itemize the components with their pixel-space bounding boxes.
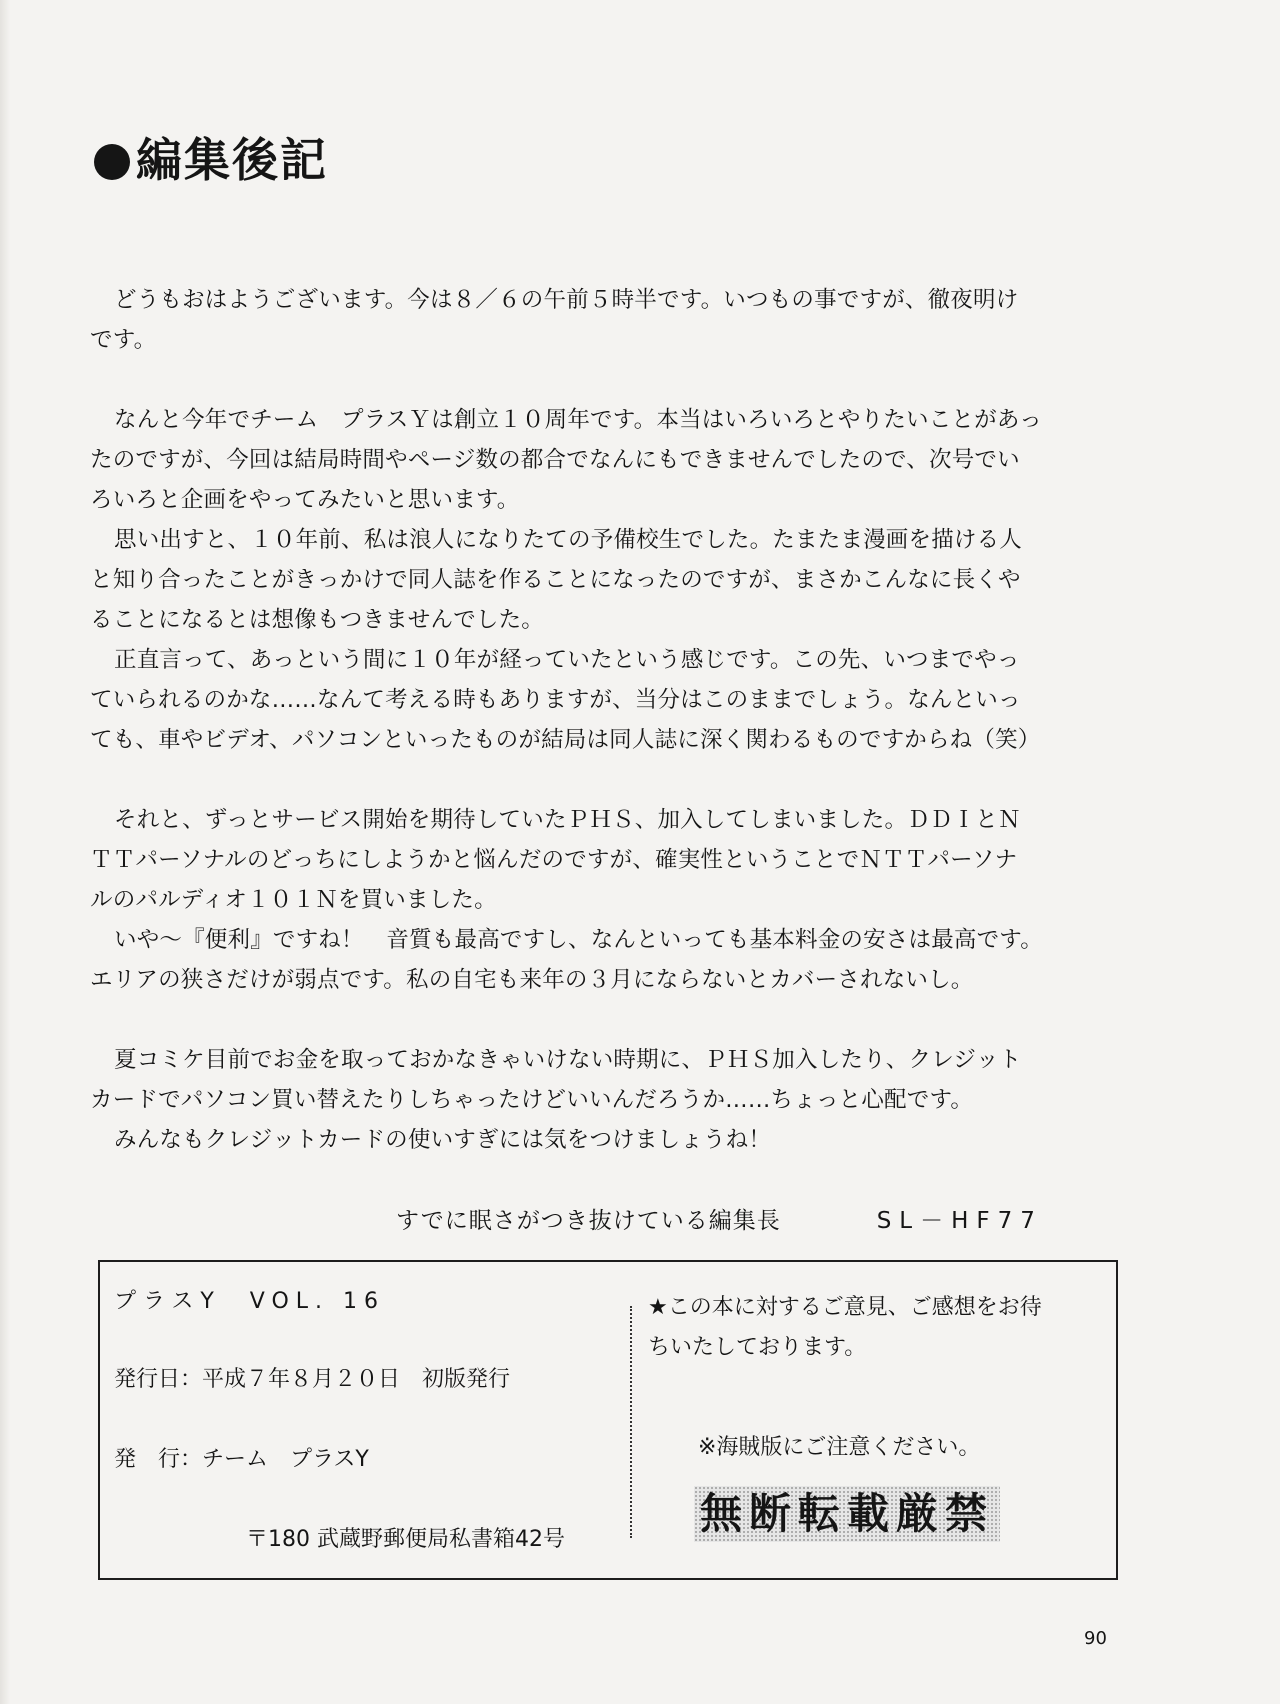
bullet-icon (94, 144, 130, 180)
paragraph: いや～『便利』ですね！ 音質も最高ですし、なんといっても基本料金の安さは最高です。 エリアの狭さだけが弱点です。私の自宅も来年の３月にならないとカバーされないし。 (90, 927, 1043, 993)
publisher: 発 行：チーム プラスY (114, 1447, 369, 1472)
page-number: 90 (1084, 1628, 1107, 1649)
signature (396, 1202, 1043, 1235)
colophon-notices (648, 1288, 1108, 1538)
no-reprint-stamp: 無断転載厳禁 (694, 1486, 1000, 1542)
paragraph: 正直言って、あっという間に１０年が経っていたという感じです。この先、いつまでやっ ていられるのかな……なんて考える時もありますが、当分はこのままでしょう。なんといっ ても、車やビデオ、パソコンといったものが結局は同人誌に深く関わるものですからね（笑） (90, 647, 1041, 753)
paragraph: みんなもクレジットカードの使いすぎには気をつけましょうね！ (114, 1127, 772, 1153)
page-title (94, 128, 328, 192)
paragraph: どうもおはようございます。今は８／６の午前５時半です。いつもの事ですが、徹夜明け です。 (90, 287, 1019, 353)
afterword-body (90, 280, 1150, 1160)
paragraph: なんと今年でチーム プラスＹは創立１０周年です。本当はいろいろとやりたいことがあっ たのですが、今回は結局時間やページ数の都合でなんにもできませんでしたので、次号でい ろいろと企画をやってみたいと思います。 (90, 407, 1043, 513)
signature-role: すでに眠さがつき抜けている編集長 (396, 1208, 781, 1234)
page-title-text: 編集後記 (136, 133, 328, 187)
volume-label: プラスY VOL. 16 (114, 1289, 385, 1314)
paragraph: 夏コミケ目前でお金を取っておかなきゃいけない時期に、ＰＨＳ加入したり、クレジット カードでパソコン買い替えたりしちゃったけどいいんだろうか……ちょっと心配です。 (90, 1047, 1022, 1113)
dotted-divider (630, 1306, 632, 1538)
postal-address: 〒180 武蔵野郵便局私書箱42号 (246, 1527, 565, 1552)
feedback-request: ★この本に対するご意見、ご感想をお待 ちいたしております。 (648, 1295, 1042, 1360)
colophon-box (98, 1260, 1118, 1580)
signature-code: SL－HF77 (876, 1208, 1043, 1234)
publish-date: 発行日：平成７年８月２０日 初版発行 (114, 1367, 511, 1392)
page-edge (0, 0, 10, 1704)
piracy-notice: ※海賊版にご注意ください。 (698, 1435, 981, 1460)
paragraph: それと、ずっとサービス開始を期待していたＰＨＳ、加入してしまいました。ＤＤＩとＮ ＴＴパーソナルのどっちにしようかと悩んだのですが、確実性ということでＮＴＴパーソナ ルのパルディオ１０１Ｎを買いました。 (90, 807, 1021, 913)
paragraph: 思い出すと、１０年前、私は浪人になりたての予備校生でした。たまたま漫画を描ける人 と知り合ったことがきっかけで同人誌を作ることになったのですが、まさかこんなに長くや ることになるとは想像もつきませんでした。 (90, 527, 1023, 633)
